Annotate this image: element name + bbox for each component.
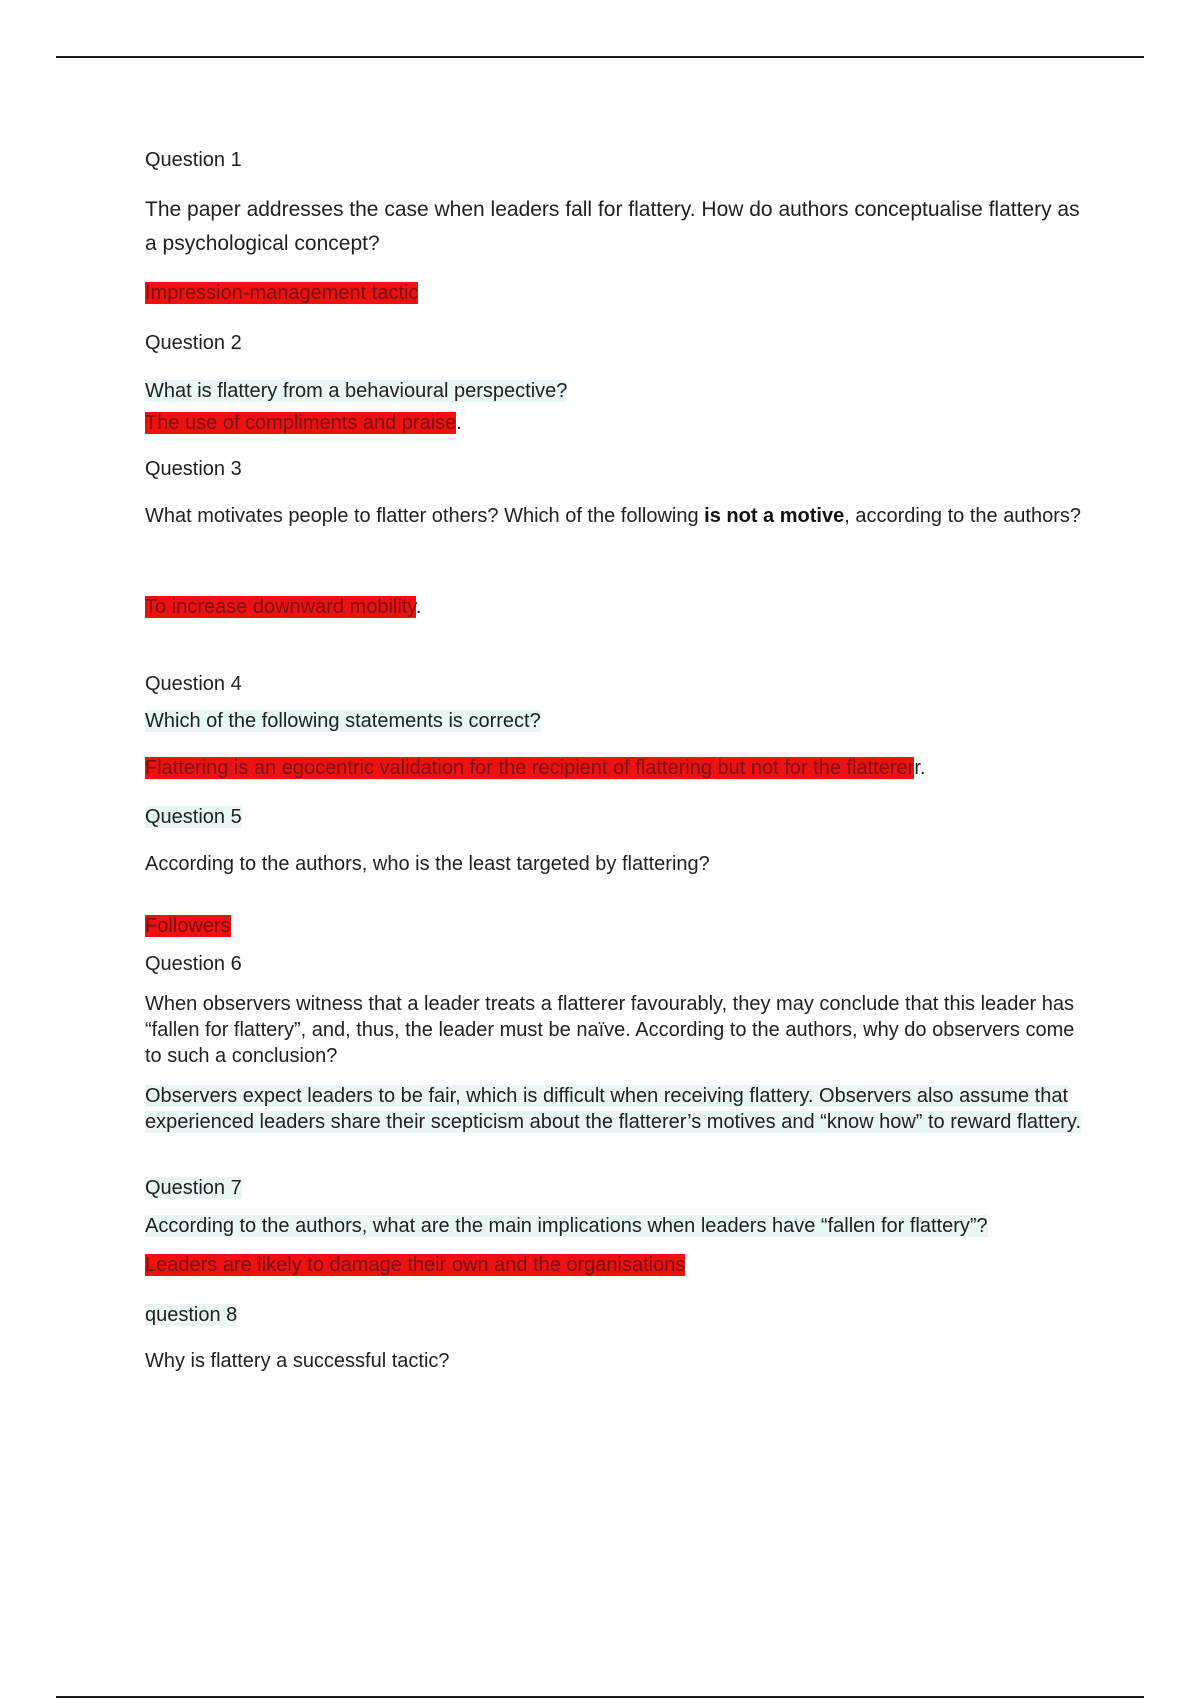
question-3-text-bold: is not a motive xyxy=(704,505,845,527)
question-4-answer-highlight: Flattering is an egocentric validation for the recipient of flattering but not for the flatterer xyxy=(145,757,915,779)
question-4-answer xyxy=(145,755,925,781)
question-8-text: Why is flattery a successful tactic? xyxy=(145,1350,450,1372)
question-1-answer-highlight: Impression-management tactic xyxy=(145,282,419,304)
question-7-text xyxy=(145,1213,988,1239)
top-rule xyxy=(56,56,1144,58)
question-4-text-highlight: Which of the following statements is correct? xyxy=(145,710,541,732)
bottom-rule xyxy=(56,1696,1144,1698)
question-3-text-part: What motivates people to flatter others? Which of the following xyxy=(145,505,705,527)
question-5-answer-highlight: Followers xyxy=(145,915,231,937)
question-2-answer-highlight: The use of compliments and praise xyxy=(145,412,457,434)
question-6-answer-highlight: Observers expect leaders to be fair, which is difficult when receiving flattery. Observers also assume that experienced leaders share their scepticism about the flatterer’s motives and “know how” to reward flattery. xyxy=(145,1085,1081,1133)
question-3-text xyxy=(145,503,1095,529)
question-7-answer-highlight: Leaders are likely to damage their own and the organisations xyxy=(145,1254,686,1276)
question-7-label-highlight: Question 7 xyxy=(145,1177,242,1199)
question-2-answer-tail: . xyxy=(456,412,462,434)
question-5-text: According to the authors, who is the least targeted by flattering? xyxy=(145,853,710,875)
question-7-label xyxy=(145,1175,242,1201)
question-5-label-highlight: Question 5 xyxy=(145,806,242,828)
question-4-label: Question 4 xyxy=(145,673,242,695)
question-8-label xyxy=(145,1302,237,1328)
question-1-answer xyxy=(145,280,418,306)
question-6-answer xyxy=(145,1083,1095,1135)
question-6-label: Question 6 xyxy=(145,953,242,975)
question-3-answer xyxy=(145,594,421,620)
question-2-answer xyxy=(145,410,462,436)
question-3-label: Question 3 xyxy=(145,458,242,480)
question-1-text: The paper addresses the case when leaders fall for flattery. How do authors conceptualise flattery as a psychological concept? xyxy=(145,198,1080,255)
question-8-label-highlight: question 8 xyxy=(145,1304,238,1326)
question-7-answer xyxy=(145,1252,685,1278)
question-5-answer xyxy=(145,913,231,939)
question-7-text-highlight: According to the authors, what are the main implications when leaders have “fallen for flattery”? xyxy=(145,1215,988,1237)
question-2-text xyxy=(145,378,567,404)
question-6-text: When observers witness that a leader treats a flatterer favourably, they may conclude that this leader has “fallen for flattery”, and, thus, the leader must be naïve. According to the authors, why do observers come to such a conclusion? xyxy=(145,993,1075,1067)
question-2-label: Question 2 xyxy=(145,332,242,354)
question-1-label: Question 1 xyxy=(145,149,242,171)
question-4-text xyxy=(145,708,541,734)
question-3-text-part: , according to the authors? xyxy=(844,505,1082,527)
question-2-text-highlight: What is flattery from a behavioural perspective? xyxy=(145,380,568,402)
question-5-label xyxy=(145,804,242,830)
question-3-answer-tail: . xyxy=(415,596,422,618)
question-3-answer-highlight: To increase downward mobility xyxy=(145,596,416,618)
question-4-answer-tail: r. xyxy=(914,757,926,779)
